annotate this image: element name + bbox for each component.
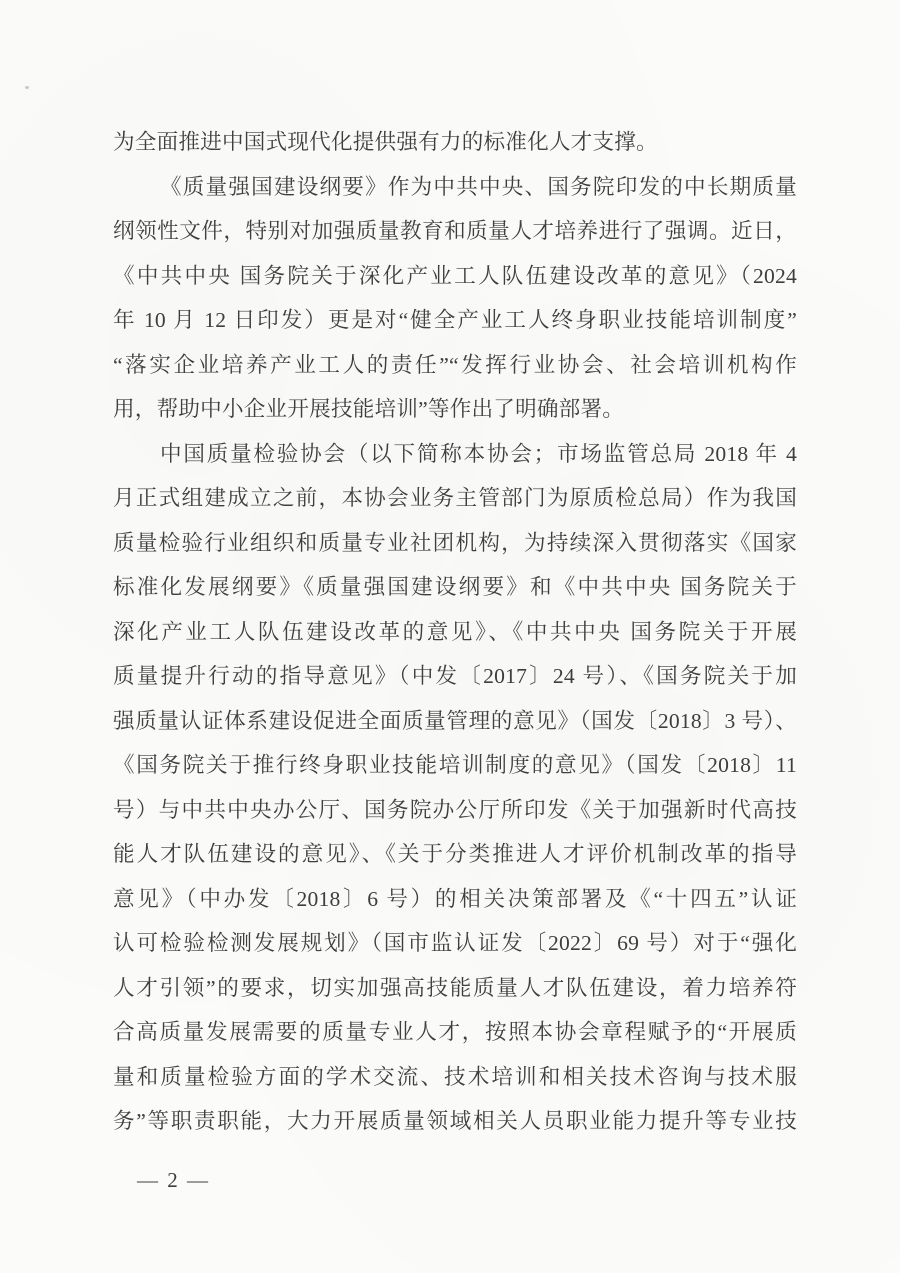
text-line: 深化产业工人队伍建设改革的意见》、《中共中央 国务院关于开展 bbox=[113, 619, 797, 644]
scan-speck-artifact bbox=[25, 86, 29, 89]
text-line: 《质量强国建设纲要》作为中共中央、国务院印发的中长期质量 bbox=[160, 174, 797, 199]
body-text bbox=[113, 120, 797, 1144]
text-line: “落实企业培养产业工人的责任”“发挥行业协会、社会培训机构作 bbox=[113, 352, 797, 377]
text-line: 《国务院关于推行终身职业技能培训制度的意见》（国发〔2018〕11 bbox=[113, 753, 797, 777]
text-line: 强质量认证体系建设促进全面质量管理的意见》（国发〔2018〕3 号）、 bbox=[113, 708, 797, 733]
text-line: 能人才队伍建设的意见》、《关于分类推进人才评价机制改革的指导 bbox=[113, 842, 797, 866]
text-line: 为全面推进中国式现代化提供强有力的标准化人才支撑。 bbox=[113, 130, 658, 154]
text-line: 月正式组建成立之前，本协会业务主管部门为原质检总局）作为我国 bbox=[113, 486, 797, 510]
text-line: 《中共中央 国务院关于深化产业工人队伍建设改革的意见》（2024 bbox=[113, 263, 797, 288]
text-line: 合高质量发展需要的质量专业人才，按照本协会章程赋予的“开展质 bbox=[113, 1020, 797, 1044]
text-line: 用，帮助中小企业开展技能培训”等作出了明确部署。 bbox=[113, 397, 625, 421]
text-line: 质量检验行业组织和质量专业社团机构，为持续深入贯彻落实《国家 bbox=[113, 530, 797, 555]
text-line: 年 10 月 12 日印发）更是对“健全产业工人终身职业技能培训制度” bbox=[113, 308, 797, 332]
text-line: 认可检验检测发展规划》（国市监认证发〔2022〕69 号）对于“强化 bbox=[113, 931, 797, 955]
text-line: 意见》（中办发〔2018〕6 号）的相关决策部署及《“十四五”认证 bbox=[113, 886, 797, 911]
text-line: 标准化发展纲要》《质量强国建设纲要》和《中共中央 国务院关于 bbox=[113, 575, 797, 599]
page-number: — 2 — bbox=[137, 1168, 210, 1192]
text-line: 质量提升行动的指导意见》（中发〔2017〕24 号）、《国务院关于加 bbox=[113, 664, 797, 688]
text-line: 纲领性文件，特别对加强质量教育和质量人才培养进行了强调。近日， bbox=[113, 219, 797, 243]
text-line: 人才引领”的要求，切实加强高技能质量人才队伍建设，着力培养符 bbox=[113, 975, 797, 1000]
text-line: 中国质量检验协会（以下简称本协会；市场监管总局 2018 年 4 bbox=[160, 441, 797, 466]
text-line: 量和质量检验方面的学术交流、技术培训和相关技术咨询与技术服 bbox=[113, 1064, 797, 1089]
text-line: 号）与中共中央办公厅、国务院办公厅所印发《关于加强新时代高技 bbox=[113, 797, 797, 822]
text-line: 务”等职责职能，大力开展质量领域相关人员职业能力提升等专业技 bbox=[113, 1109, 797, 1133]
